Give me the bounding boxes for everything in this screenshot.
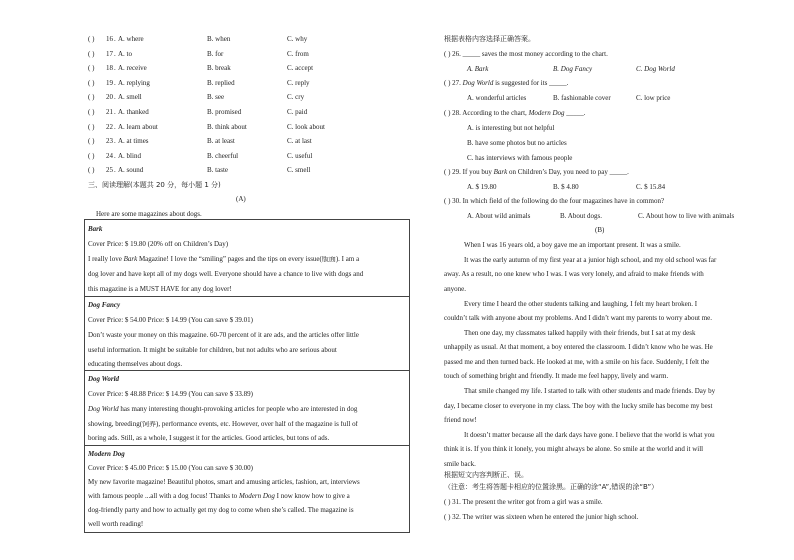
vocab-option-b: B. cheerful <box>207 151 239 160</box>
vocab-option-a: A. where <box>118 35 144 43</box>
magazine-name: Modern Dog <box>88 451 125 458</box>
question-number-dot: . <box>114 122 116 131</box>
vocab-option-b: B. break <box>207 64 231 73</box>
answer-blank: ( ) <box>88 108 95 116</box>
magazine-line: dog lover and have kept all of my dogs well. Everyone should have a chance to live with dogs and <box>88 271 364 278</box>
magazine-name: Dog World <box>88 376 120 383</box>
question-number-dot: . <box>114 78 116 87</box>
question-number-dot: . <box>114 108 116 116</box>
question-29-option-c: C. $ 15.84 <box>636 183 666 191</box>
question-30-option-a: A. About wild animals <box>467 212 531 220</box>
vocab-option-c: C. at last <box>287 137 312 146</box>
question-number-dot: . <box>114 166 116 175</box>
vocab-option-a: A. thanked <box>118 108 149 116</box>
question-29: ( ) 29. If you buy Bark on Children’s Day, you need to pay _____. <box>444 168 629 176</box>
passage-line: day, I became closer to everyone in my class. The boy with the lucky smile has become my best <box>444 402 713 410</box>
vocab-option-b: B. when <box>207 35 231 43</box>
question-number: 16 <box>106 35 113 43</box>
passage-line: smile back. <box>444 460 476 468</box>
magazine-line: Cover Price: $ 45.00 Price: $ 15.00 (You can save $ 30.00) <box>88 465 253 472</box>
answer-blank: ( ) <box>88 122 95 131</box>
vocab-option-a: A. to <box>118 49 132 58</box>
tf-note: （注意：考生将答题卡相应的位置涂黑。正确的涂“A”,错误的涂“B”） <box>444 483 659 491</box>
passage-line: anyone. <box>444 285 466 293</box>
question-number: 19 <box>106 78 113 87</box>
vocab-option-b: B. replied <box>207 78 235 87</box>
answer-blank: ( ) <box>88 64 95 73</box>
passage-line: It doesn’t matter because all the dark days have gone. I believe that the world is what you <box>464 431 715 439</box>
magazine-dog-fancy <box>85 296 409 370</box>
vocab-option-b: B. for <box>207 49 224 58</box>
passage-line: passed me and then turned back. He looked at me, with a smile on his face. Suddenly, I felt the <box>444 358 710 366</box>
vocab-option-a: A. smell <box>118 93 142 102</box>
part-label-b: (B) <box>595 226 605 234</box>
passage-line: Then one day, my classmates talked happily with their friends, but I sat at my desk <box>464 329 696 337</box>
question-number-dot: . <box>114 137 116 146</box>
vocab-option-c: C. why <box>287 35 308 43</box>
part-label-a: (A) <box>236 195 246 203</box>
question-number: 25 <box>106 166 113 175</box>
vocab-option-a: A. blind <box>118 151 141 160</box>
vocab-option-b: B. at least <box>207 137 235 146</box>
vocab-option-c: C. accept <box>287 64 314 73</box>
magazine-modern-dog <box>85 445 409 534</box>
passage-line: touch of something bright and friendly. It made me feel happy, lively and warm. <box>444 372 669 380</box>
question-30-option-c: C. About how to live with animals <box>638 212 735 220</box>
question-number-dot: . <box>114 49 116 58</box>
question-number: 20 <box>106 93 113 102</box>
magazine-line: Dog World has many interesting thought-provoking articles for people who are interested in dog <box>88 406 358 413</box>
vocab-option-c: C. reply <box>287 78 310 87</box>
question-26-option-c: C. Dog World <box>636 65 675 73</box>
magazine-line: dog-friendly party and how to actually get my dog to come when she’s called. The magazine is <box>88 507 354 514</box>
passage-line: It was the early autumn of my first year at a junior high school, and my old school was far <box>464 256 717 264</box>
magazine-line: boring ads. Still, as a whole, I suggest it for the articles. Good articles, but tons of ads. <box>88 435 330 442</box>
magazine-line: educating themselves about dogs. <box>88 361 183 368</box>
question-number: 18 <box>106 64 113 73</box>
question-31: ( ) 31. The present the writer got from a girl was a smile. <box>444 498 603 506</box>
magazine-line: Cover Price: $ 54.00 Price: $ 14.99 (You can save $ 39.01) <box>88 317 253 324</box>
answer-blank: ( ) <box>88 137 95 146</box>
question-29-option-a: A. $ 19.80 <box>467 183 497 191</box>
answer-blank: ( ) <box>88 166 95 175</box>
magazine-line: I really love Bark Magazine! I love the “smiling” pages and the tips on every issue(版面). I am a <box>88 256 360 263</box>
question-30-option-b: B. About dogs. <box>560 212 603 220</box>
question-28-option-c: C. has interviews with famous people <box>467 154 573 162</box>
question-28-option-b: B. have some photos but no articles <box>467 139 567 147</box>
question-number: 17 <box>106 49 113 58</box>
magazine-line: Don’t waste your money on this magazine. 60-70 percent of it are ads, and the articles offer little <box>88 332 359 339</box>
passage-line: think it is. If you think it lonely, you might always be alone. So smile at the world and it will <box>444 445 704 453</box>
vocab-option-b: B. taste <box>207 166 228 175</box>
question-number: 24 <box>106 151 113 160</box>
magazine-line: this magazine is a MUST HAVE for any dog lover! <box>88 286 232 293</box>
passage-line: friend now! <box>444 416 477 424</box>
magazine-name: Bark <box>88 226 103 233</box>
vocab-option-b: B. promised <box>207 108 242 116</box>
passage-line: away. As a result, no one knew who I was. I was very lonely, and afraid to make friends with <box>444 270 704 278</box>
question-28: ( ) 28. According to the chart, Modern Dog _____. <box>444 109 586 117</box>
question-number: 23 <box>106 137 113 146</box>
question-28-option-a: A. is interesting but not helpful <box>467 124 555 132</box>
vocab-option-a: A. sound <box>118 166 144 175</box>
question-26-option-b: B. Dog Fancy <box>553 65 593 73</box>
vocab-option-b: B. think about <box>207 122 247 131</box>
passage-line: Every time I heard the other students talking and laughing, I felt my heart broken. I <box>464 300 698 308</box>
question-32: ( ) 32. The writer was sixteen when he entered the junior high school. <box>444 513 639 521</box>
answer-blank: ( ) <box>88 151 95 160</box>
question-number-dot: . <box>114 64 116 73</box>
vocab-option-a: A. at times <box>118 137 149 146</box>
vocab-option-c: C. cry <box>287 93 305 102</box>
question-27-option-b: B. fashionable cover <box>553 94 611 102</box>
magazine-line: Cover Price: $ 48.88 Price: $ 14.99 (You can save $ 33.89) <box>88 391 253 398</box>
passage-line: When I was 16 years old, a boy gave me an important present. It was a smile. <box>464 241 681 249</box>
question-27-option-c: C. low price <box>636 94 671 102</box>
vocab-option-c: C. look about <box>287 122 325 131</box>
question-26: ( ) 26. _____ saves the most money according to the chart. <box>444 50 608 58</box>
magazine-name: Dog Fancy <box>88 302 121 309</box>
magazine-line: Cover Price: $ 19.80 (20% off on Children’s Day) <box>88 241 229 248</box>
vocab-option-a: A. receive <box>118 64 147 73</box>
vocab-option-c: C. smell <box>287 166 311 175</box>
magazine-line: with famous people ...all with a dog focus! Thanks to Modern Dog I now know how to give a <box>88 493 350 500</box>
vocab-option-b: B. see <box>207 93 225 102</box>
vocab-option-c: C. paid <box>287 108 308 116</box>
vocab-option-c: C. from <box>287 49 309 58</box>
question-26-option-a: A. Bark <box>467 65 489 73</box>
question-29-option-b: B. $ 4.80 <box>553 183 579 191</box>
answer-blank: ( ) <box>88 78 95 87</box>
intro-text: Here are some magazines about dogs. <box>96 210 202 218</box>
magazine-line: well worth reading! <box>88 521 144 528</box>
passage-line: unhappily as usual. At that moment, a boy entered the classroom. I didn’t know who he was. He <box>444 343 713 351</box>
magazine-line: showing, breeding(饲养), performance events, etc. However, over half of the magazine is full of <box>88 421 358 428</box>
answer-blank: ( ) <box>88 93 95 102</box>
question-30: ( ) 30. In which field of the following do the four magazines have in common? <box>444 197 665 205</box>
question-number: 21 <box>106 108 113 116</box>
tf-instruction: 根据短文内容判断正、误。 <box>444 471 528 479</box>
question-number-dot: . <box>114 151 116 160</box>
magazine-table <box>84 219 410 533</box>
magazine-dog-world <box>85 370 409 445</box>
answer-blank: ( ) <box>88 49 95 58</box>
question-number-dot: . <box>114 35 116 43</box>
passage-line: couldn’t talk with anyone about my problems. And I didn’t want my parents to worry about me. <box>444 314 713 322</box>
question-number-dot: . <box>114 93 116 102</box>
vocab-option-a: A. replying <box>118 78 150 87</box>
section-title: 三、阅读理解(本题共 20 分，每小题 1 分) <box>88 181 221 189</box>
magazine-line: useful information. It might be suitable for children, but not adults who are serious about <box>88 347 337 354</box>
magazine-line: My new favorite magazine! Beautiful photos, smart and amusing articles, fashion, art, interviews <box>88 479 360 486</box>
passage-line: That smile changed my life. I started to talk with other students and made friends. Day by <box>464 387 716 395</box>
question-27-option-a: A. wonderful articles <box>467 94 527 102</box>
magazine-bark <box>85 220 409 296</box>
vocab-option-a: A. learn about <box>118 122 158 131</box>
answer-blank: ( ) <box>88 35 95 43</box>
question-number: 22 <box>106 122 113 131</box>
table-instruction: 根据表格内容选择正确答案。 <box>444 35 535 43</box>
vocab-option-c: C. useful <box>287 151 313 160</box>
question-27: ( ) 27. Dog World is suggested for its _____. <box>444 79 569 87</box>
